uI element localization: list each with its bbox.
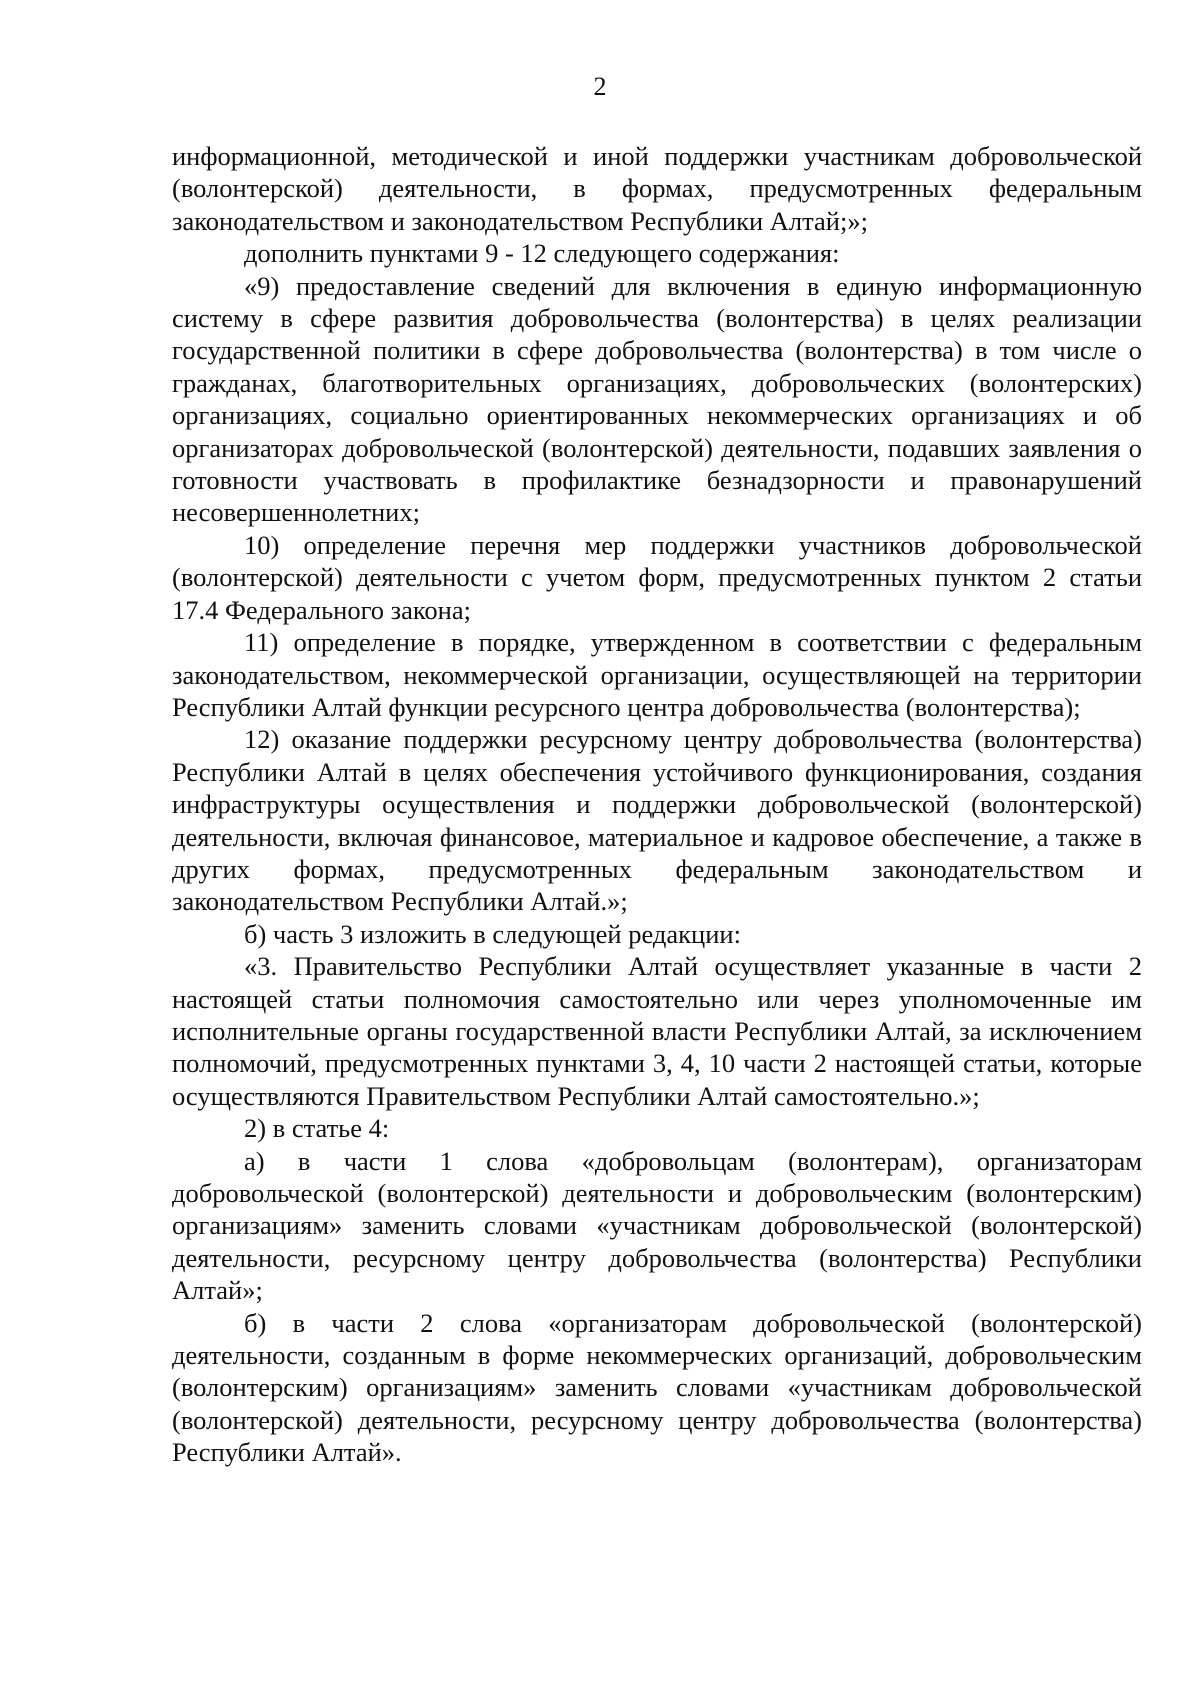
paragraph: 12) оказание поддержки ресурсному центру добровольчества (волонтерства) Республики Алтай в целях обеспечения устойчивого функционирования, создания инфраструктуры осуществления и поддержки добровольческой (волонтерской) деятельности, включая финансовое, материальное и кадровое обеспечение, а также в других формах, предусмотренных федеральным законодательством и законодательством Республики Алтай.»; [172, 724, 1142, 917]
paragraph: 11) определение в порядке, утвержденном в соответствии с федеральным законодательством, некоммерческой организации, осуществляющей на территории Республики Алтай функции ресурсного центра добровольчества (волонтерства); [172, 627, 1142, 722]
paragraph: «9) предоставление сведений для включения в единую информационную систему в сфере развития добровольчества (волонтерства) в целях реализации государственной политики в сфере добровольчества (волонтерства) в том числе о гражданах, благотворительных организациях, добровольческих (волонтерских) организациях, социально ориентированных некоммерческих организациях и об организаторах добровольческой (волонтерской) деятельности, подавших заявления о готовности участвовать в профилактике безнадзорности и правонарушений несовершеннолетних; [172, 270, 1142, 528]
document-body [172, 140, 1142, 1469]
paragraph: б) часть 3 изложить в следующей редакции: [244, 918, 741, 949]
paragraph: 10) определение перечня мер поддержки участников добровольческой (волонтерской) деятельности с учетом форм, предусмотренных пунктом 2 статьи 17.4 Федерального закона; [172, 529, 1142, 625]
page-number: 2 [593, 72, 607, 101]
paragraph: дополнить пунктами 9 - 12 следующего содержания: [244, 238, 840, 269]
paragraph: информационной, методической и иной поддержки участникам добровольческой (волонтерской) деятельности, в формах, предусмотренных федеральным законодательством и законодательством Республики Алтай;»; [172, 141, 1142, 236]
paragraph: б) в части 2 слова «организаторам добровольческой (волонтерской) деятельности, созданным в форме некоммерческих организаций, добровольческим (волонтерским) организациям» заменить словами «участникам добровольческой (волонтерской) деятельности, ресурсному центру добровольчества (волонтерства) Республики Алтай». [172, 1307, 1142, 1468]
paragraph: 2) в статье 4: [244, 1113, 390, 1144]
paragraph: а) в части 1 слова «добровольцам (волонтерам), организаторам добровольческой (волонтерской) деятельности и добровольческим (волонтерским) организациям» заменить словами «участникам добровольческой (волонтерской) деятельности, ресурсному центру добровольчества (волонтерства) Республики Алтай»; [172, 1145, 1142, 1306]
paragraph: «3. Правительство Республики Алтай осуществляет указанные в части 2 настоящей статьи полномочия самостоятельно или через уполномоченные им исполнительные органы государственной власти Республики Алтай, за исключением полномочий, предусмотренных пунктами 3, 4, 10 части 2 настоящей статьи, которые осуществляются Правительством Республики Алтай самостоятельно.»; [172, 951, 1142, 1111]
